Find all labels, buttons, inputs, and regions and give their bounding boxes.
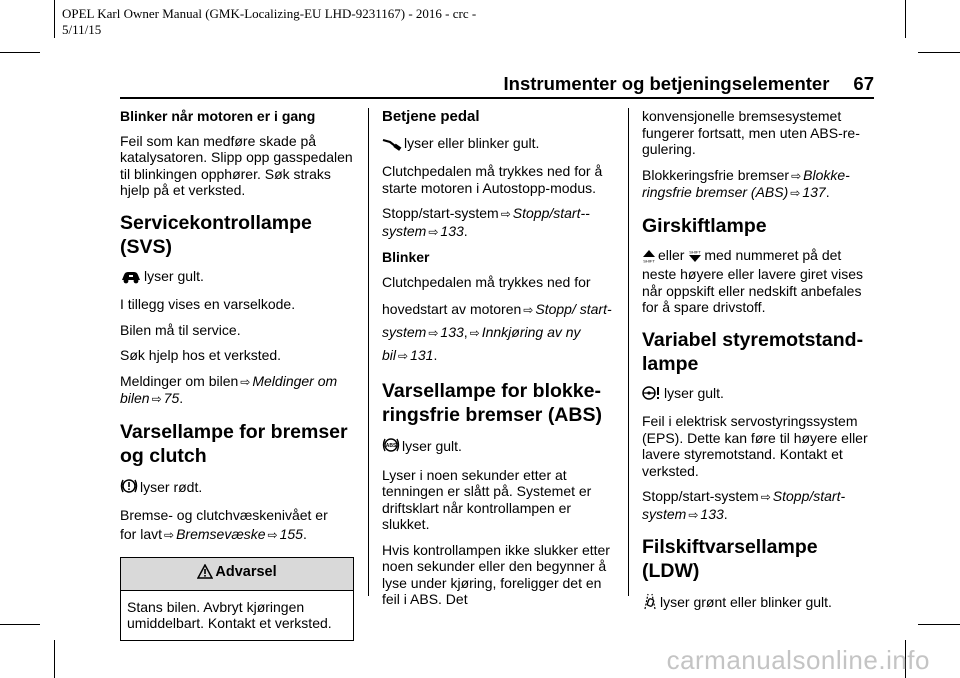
abs-reference: Blokkeringsfrie bremser ⇨ Blokkeringsfrie bremser (ABS) ⇨ 137. [642, 166, 850, 200]
page-pointer-icon: ⇨ [790, 186, 801, 200]
pedal-indicator-line [382, 135, 618, 155]
steer-indicator-line [642, 385, 878, 405]
paragraph: konvensjonelle bremsesystemet fungerer fortsatt, men uten ABS-regulering. [642, 108, 860, 157]
page-ref[interactable]: 137 [802, 184, 826, 200]
column-1 [120, 108, 356, 641]
link-bremsevaeske[interactable]: Bremsevæske [176, 525, 266, 542]
heading-ldw: Filskiftvarsellampe (LDW) [642, 536, 818, 582]
crop-mark [54, 640, 55, 678]
meta-line-1: OPEL Karl Owner Manual (GMK-Localizing-EU LHD-9231167) - 2016 - crc - [62, 6, 477, 21]
page-number: 67 [853, 73, 874, 94]
page-ref[interactable]: 75 [163, 390, 180, 406]
shift-paragraph: SHIFT eller SHIFT med nummeret på det neste høyere eller lavere giret vises når oppskift eller nedskift anbefales for å spare drivstoff. [642, 246, 863, 315]
reference-arrow-icon: ⇨ [500, 207, 511, 221]
warning-triangle-icon [197, 564, 213, 584]
paragraph: Bilen må til service. [120, 321, 241, 338]
clutch-pedal-icon [382, 137, 402, 155]
svg-text:ABS: ABS [385, 443, 397, 449]
reference-arrow-icon: ⇨ [523, 303, 534, 317]
column-3 [642, 108, 878, 623]
pedal-text: lyser eller blinker gult. [404, 134, 540, 151]
page-pointer-icon: ⇨ [151, 392, 162, 406]
column-divider [368, 108, 369, 596]
steer-text: lyser gult. [664, 384, 724, 401]
link-stopp-start[interactable]: Stopp/start-- system [382, 205, 590, 239]
crop-mark [0, 52, 40, 53]
link-stopp-start[interactable]: Stopp/start- system [642, 488, 846, 522]
brake-indicator-line [120, 477, 356, 499]
abs-text: lyser gult. [402, 438, 462, 454]
paragraph: Søk hjelp hos et verksted. [120, 347, 282, 363]
column-divider [628, 108, 629, 596]
page-ref[interactable]: 133 [440, 222, 464, 239]
crop-mark [54, 0, 55, 38]
svg-text:SHIFT: SHIFT [689, 249, 702, 254]
link-stopp-start[interactable]: Stopp/ start-system [382, 301, 612, 340]
shift-up-icon [642, 249, 656, 267]
reference-arrow-icon: ⇨ [791, 168, 802, 183]
page-pointer-icon: ⇨ [428, 224, 439, 239]
lane-departure-icon [642, 592, 658, 614]
page-pointer-icon: ⇨ [688, 507, 699, 522]
reference-arrow-icon: ⇨ [760, 490, 771, 504]
warning-body: Stans bilen. Avbryt kjøringen umiddelbart. Kontakt et verksted. [127, 598, 332, 631]
svs-text: lyser gult. [144, 267, 204, 284]
svs-indicator-line [120, 268, 356, 288]
reference-arrow-icon: ⇨ [240, 374, 251, 389]
section-title: Instrumenter og betjeningselementer [503, 73, 830, 94]
column-2 [382, 108, 618, 617]
abs-icon [382, 436, 400, 458]
watermark: carmanualsonline.info [666, 645, 930, 675]
page-pointer-icon: ⇨ [428, 326, 439, 340]
paragraph: Lyser i noen sekunder etter at tenningen er slått på. Systemet er driftsklart når kontrollampen er slukket. [382, 466, 592, 532]
link-meldinger[interactable]: Meldinger om bilen [120, 372, 338, 406]
warning-box [120, 557, 354, 641]
brake-circle-icon [120, 477, 138, 499]
heading-brake: Varsellampe for bremser og clutch [120, 420, 348, 467]
link-innkjoring[interactable]: Innkjøring av ny bil [382, 324, 581, 363]
page-pointer-icon: ⇨ [267, 527, 278, 542]
reference-arrow-icon: ⇨ [469, 326, 480, 340]
brake-reference: for lavt ⇨ Bremsevæske ⇨ 155. [120, 525, 307, 542]
steering-warning-icon [642, 385, 662, 405]
heading-svs: Servicekontrollampe (SVS) [120, 211, 312, 258]
heading-shift: Girskiftlampe [642, 214, 767, 237]
ldw-text: lyser grønt eller blinker gult. [660, 594, 832, 610]
paragraph: Clutchpedalen må trykkes ned for [382, 273, 591, 290]
header-rule [120, 97, 874, 99]
page-ref[interactable]: 133 [440, 324, 464, 340]
crop-mark [918, 52, 960, 53]
crop-mark [905, 0, 906, 38]
brake-text: lyser rødt. [140, 478, 203, 495]
page-ref[interactable]: 133 [700, 505, 724, 522]
svs-reference: Meldinger om bilen ⇨ Meldinger om bilen ⇨ 75. [120, 372, 338, 406]
meta-line-2: 5/11/15 [62, 22, 102, 37]
running-header [504, 73, 874, 95]
paragraph: Bremse- og clutchvæskenivået er [120, 507, 328, 523]
subheading-blinker: Blinker [382, 249, 430, 265]
page-ref[interactable]: 131 [410, 347, 434, 363]
paragraph: Clutchpedalen må trykkes ned for å starte motoren i Autostopp-modus. [382, 163, 603, 196]
shift-down-icon [688, 249, 702, 267]
car-wrench-icon [120, 270, 142, 288]
heading-steer: Variabel styremotstandlampe [642, 328, 864, 375]
ldw-indicator-line [642, 592, 878, 614]
blinker-reference: hovedstart av motoren ⇨ Stopp/ start-system ⇨ 133, ⇨ Innkjøring av ny bil ⇨ 131. [382, 301, 612, 363]
warning-title: Advarsel [215, 564, 277, 580]
paragraph: I tillegg vises en varselkode. [120, 296, 296, 312]
paragraph: Blinker når motoren er i gang [120, 108, 316, 124]
svg-text:SHIFT: SHIFT [643, 258, 655, 263]
pedal-reference: Stopp/start-system ⇨ Stopp/start-- system ⇨ 133. [382, 205, 590, 239]
steer-reference: Stopp/start-system ⇨ Stopp/start- system ⇨ 133. [642, 488, 846, 522]
heading-abs: Varsellampe for blokkeringsfrie bremser (ABS) [382, 380, 602, 426]
crop-mark [918, 624, 960, 625]
heading-pedal: Betjene pedal [382, 108, 480, 125]
abs-indicator-line [382, 436, 618, 458]
warning-header [121, 558, 353, 591]
link-blokkeringsfrie[interactable]: Blokkeringsfrie bremser (ABS) [642, 166, 850, 200]
paragraph: Feil i elektrisk servostyringssystem (EPS). Dette kan føre til høyere eller lavere styremotstand. Kontakt et verksted. [642, 413, 868, 479]
document-meta [62, 6, 522, 38]
paragraph: Feil som kan medføre skade på katalysatoren. Slipp opp gasspedalen til blinkingen opphører. Søk straks hjelp på et verksted. [120, 132, 353, 198]
page-pointer-icon: ⇨ [398, 349, 409, 363]
paragraph: Hvis kontrollampen ikke slukker etter noen sekunder eller den begynner å lyse under kjøring, foreligger det en feil i ABS. Det [382, 541, 610, 607]
page-ref[interactable]: 155 [279, 525, 303, 542]
crop-mark [0, 624, 40, 625]
reference-arrow-icon: ⇨ [164, 527, 175, 542]
